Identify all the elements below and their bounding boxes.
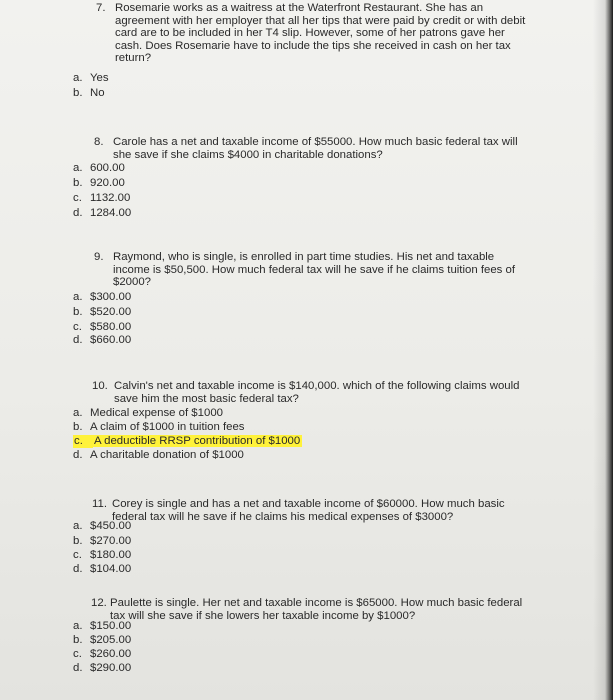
option-letter: a. (73, 291, 83, 303)
option-10c[interactable] (73, 435, 302, 448)
option-text: $150.00 (90, 620, 132, 632)
question-number: 8. (94, 136, 104, 148)
option-letter: d. (73, 563, 83, 575)
option-7a[interactable] (73, 72, 109, 85)
option-letter: b. (73, 535, 83, 547)
option-letter: b. (73, 87, 83, 99)
option-12d[interactable] (73, 662, 131, 675)
option-text: $660.00 (90, 334, 132, 346)
option-8d[interactable] (73, 207, 131, 220)
option-text: 600.00 (90, 162, 125, 174)
option-11a[interactable] (73, 520, 131, 533)
question-text: Calvin's net and taxable income is $140,000. which of the following claims would save him the most basic federal tax? (114, 380, 520, 405)
option-9d[interactable] (73, 334, 131, 347)
option-text: No (90, 87, 105, 99)
question-number: 11. (92, 498, 107, 510)
option-text: A claim of $1000 in tuition fees (90, 421, 245, 433)
option-text: $520.00 (90, 306, 132, 318)
question-text: Rosemarie works as a waitress at the Waterfront Restaurant. She has an agreement with her employer that all her tips that were paid by credit or with debit card are to be included in her T4 slip. However, some of her patrons gave her cash. Does Rosemarie have to include the tips she received in cash on her tax return? (115, 2, 526, 65)
option-text: Yes (90, 72, 109, 84)
option-12c[interactable] (73, 648, 131, 661)
option-letter: c. (73, 192, 82, 204)
option-letter: d. (73, 207, 83, 219)
option-8c[interactable] (73, 192, 130, 205)
option-letter: b. (73, 634, 83, 646)
option-letter: b. (73, 177, 83, 189)
option-8b[interactable] (73, 177, 125, 190)
question-number: 7. (96, 2, 106, 14)
option-7b[interactable] (73, 87, 105, 100)
option-text: A charitable donation of $1000 (90, 449, 244, 461)
option-letter: b. (73, 306, 83, 318)
option-9b[interactable] (73, 306, 131, 319)
option-text: $300.00 (90, 291, 132, 303)
option-10a[interactable] (73, 407, 223, 420)
option-text: 920.00 (90, 177, 125, 189)
option-11d[interactable] (73, 563, 131, 576)
option-letter: a. (73, 162, 83, 174)
option-11c[interactable] (73, 549, 131, 562)
option-text: $290.00 (90, 662, 132, 674)
option-10d[interactable] (73, 449, 244, 462)
question-number: 9. (94, 251, 104, 263)
option-letter: d. (73, 334, 83, 346)
option-9a[interactable] (73, 291, 131, 304)
question-number: 12. (91, 597, 107, 609)
option-12b[interactable] (73, 634, 131, 647)
option-letter: a. (73, 407, 83, 419)
option-letter: b. (73, 421, 83, 433)
option-letter: c. (73, 321, 82, 333)
option-letter: a. (73, 520, 83, 532)
page-edge-shadow (593, 0, 613, 700)
option-8a[interactable] (73, 162, 125, 175)
option-letter: a. (73, 620, 83, 632)
option-text: $580.00 (90, 321, 132, 333)
question-number: 10. (92, 380, 108, 392)
option-letter: c. (73, 648, 82, 660)
option-letter: a. (73, 72, 83, 84)
option-text: 1132.00 (90, 192, 131, 204)
option-text: $180.00 (90, 549, 132, 561)
option-text: 1284.00 (90, 207, 132, 219)
question-text: Paulette is single. Her net and taxable income is $65000. How much basic federal tax will she save if she lowers her taxable income by $1000? (110, 597, 523, 622)
option-text: $260.00 (90, 648, 132, 660)
option-letter: d. (73, 662, 83, 674)
highlighted-answer: A deductible RRSP contribution of $1000 (94, 435, 301, 447)
option-text: Medical expense of $1000 (90, 407, 223, 419)
question-text: Corey is single and has a net and taxable income of $60000. How much basic federal tax will he save if he claims his medical expenses of $3000? (112, 498, 505, 523)
option-10b[interactable] (73, 421, 245, 434)
option-9c[interactable] (73, 321, 131, 334)
option-letter: d. (73, 449, 83, 461)
option-text: $205.00 (90, 634, 132, 646)
option-11b[interactable] (73, 535, 131, 548)
option-text: $450.00 (90, 520, 132, 532)
option-12a[interactable] (73, 620, 131, 633)
option-text: $270.00 (90, 535, 132, 547)
option-text: $104.00 (90, 563, 132, 575)
question-text: Carole has a net and taxable income of $55000. How much basic federal tax will she save if she claims $4000 in charitable donations? (113, 136, 518, 161)
option-letter: c. (73, 549, 82, 561)
option-letter: c. (73, 435, 93, 448)
question-text: Raymond, who is single, is enrolled in part time studies. His net and taxable income is $50,500. How much federal tax will he save if he claims tuition fees of $2000? (113, 251, 516, 289)
